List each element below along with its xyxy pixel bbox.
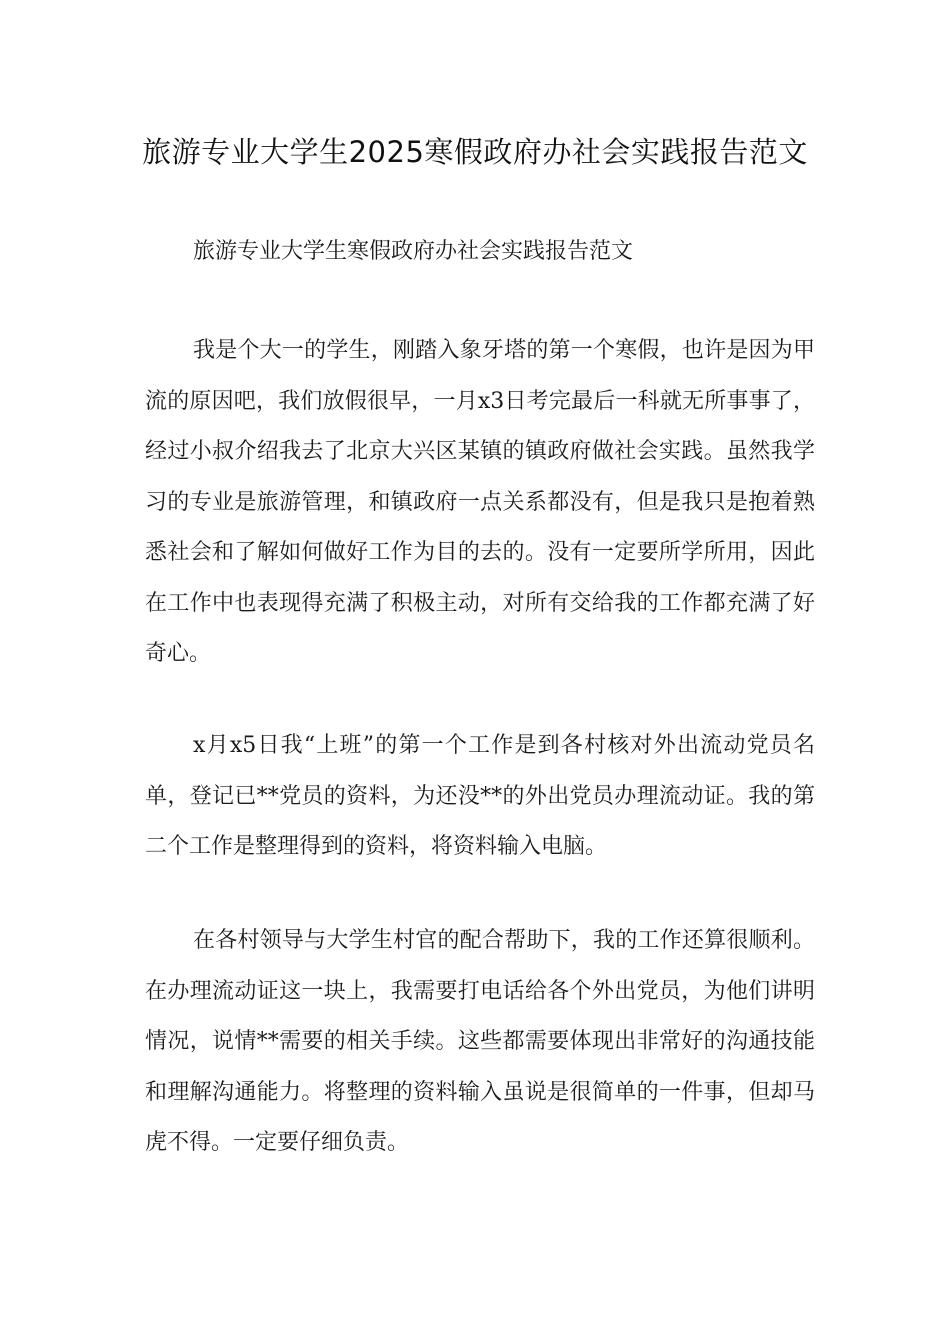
body-paragraph: 在各村领导与大学生村官的配合帮助下，我的工作还算很顺利。在办理流动证这一块上，我需要打电话给各个外出党员，为他们讲明情况，说情**需要的相关手续。这些都需要体现出非常好的沟通技能和理解沟通能力。将整理的资料输入虽说是很简单的一件事，但却马虎不得。一定要仔细负责。 <box>145 928 815 1155</box>
document-subtitle: 旅游专业大学生寒假政府办社会实践报告范文 <box>193 239 634 264</box>
body-paragraph: 我是个大一的学生，刚踏入象牙塔的第一个寒假，也许是因为甲流的原因吧，我们放假很早，一月x3日考完最后一科就无所事事了，经过小叔介绍我去了北京大兴区某镇的镇政府做社会实践。虽然我学习的专业是旅游管理，和镇政府一点关系都没有，但是我只是抱着熟悉社会和了解如何做好工作为目的去的。没有一定要所学所用，因此在工作中也表现得充满了积极主动，对所有交给我的工作都充满了好奇心。 <box>145 338 815 666</box>
document-title: 旅游专业大学生2025寒假政府办社会实践报告范文 <box>142 135 808 169</box>
body-paragraph: x月x5日我“上班”的第一个工作是到各村核对外出流动党员名单，登记已**党员的资料，为还没**的外出党员办理流动证。我的第二个工作是整理得到的资料，将资料输入电脑。 <box>145 733 815 859</box>
